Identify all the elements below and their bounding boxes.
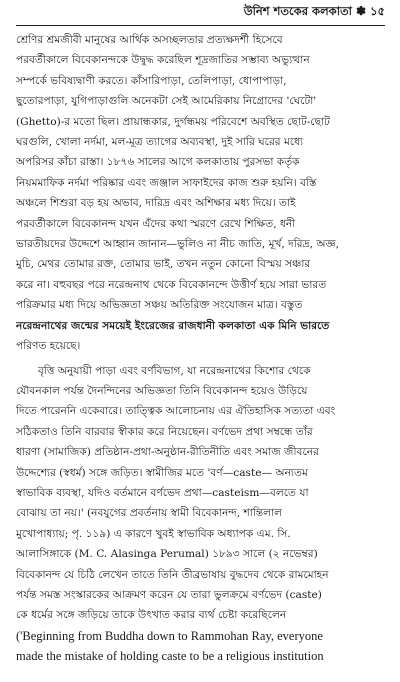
line: শ্রেণির শ্রমজীবী মানুষের আর্থিক অসচ্ছলতার প্রত্যক্ষদর্শী হিসেবে xyxy=(16,34,283,46)
line: ঘরগুলি, খোলা নর্দমা, মল-মূত্র ত্যাগের অব্যবস্থা, দুই সারি ঘরের মধ্যে xyxy=(16,136,304,149)
line: ধারণা (সামাজিক) প্রতিষ্ঠান-প্রথা-অনুষ্ঠান-রীতিনীতি এবং সমাজ জীবনের xyxy=(16,446,319,459)
line: অপরিসর কাঁচা রাস্তা। ১৮৭৬ সালের আগে কলকাতায় পুরসভা কর্তৃক xyxy=(16,156,300,169)
line: পরিণত হয়েছে। xyxy=(16,340,81,353)
line: বিবেকানন্দ যে চিঠি লেখেন তাতে তিনি তীব্রভাষায় বুদ্ধদেব থেকে রামমোহন xyxy=(16,568,329,581)
flower-ornament-icon: ✽ xyxy=(356,4,367,18)
line: ভারতীয়দের উদ্দেশে আহ্বান জানান—ভুলিও না নীচ জাতি, মূর্খ, দরিদ্র, অজ্ঞ, xyxy=(16,238,340,251)
line: যৌবনকাল পর্যন্ত দৈনন্দিনের অভিজ্ঞতা তিনি বিবেকানন্দ হয়েও উড়িয়ে xyxy=(16,384,308,397)
header-rule xyxy=(16,25,385,26)
line: (Ghetto)-র মতো ছিল। প্রায়ান্ধকার, দুর্গন্ধময় পরিবেশে অবস্থিত ছোট-ছোট xyxy=(16,115,330,128)
line: ('Beginning from Buddha down to Rammohan Ray, everyone xyxy=(16,628,323,643)
line: সঠিকতাও তিনি বারবার স্বীকার করে নিয়েছেন। বর্ণভেদ প্রথা সম্বন্ধে তাঁর xyxy=(16,425,313,438)
page-number: ১৫ xyxy=(370,4,385,18)
running-header xyxy=(16,0,385,25)
line: স্বাভাবিক ব্যবস্থা, যদিও বর্তমানে বর্ণভেদ প্রথা—casteism—বলতে যা xyxy=(16,486,309,499)
body-text xyxy=(16,30,385,667)
line: অঞ্চলে শিশুরা বড় হয় অভাব, দারিদ্র এবং অশিক্ষার মধ্য দিয়ে। তাই xyxy=(16,197,296,210)
line: আলাসিঙ্গাকে (M. C. Alasinga Perumal) ১৮৯৩ সালে (২ নভেম্বর) xyxy=(16,548,318,561)
line: সম্পর্কে ভবিষ্যদ্বাণী করতে। কাঁসারিপাড়া, তেলিপাড়া, ধোপাপাড়া, xyxy=(16,74,287,87)
line: made the mistake of holding caste to be a religious institution xyxy=(16,649,324,664)
line: দিতে পারেননি একেবারে। তাত্ত্বিক আলোচনায় এর ঐতিহাসিক সত্যতা এবং xyxy=(16,405,336,418)
line: নরেন্দ্রনাথের জন্মের সময়েই ইংরেজের রাজধানী কলকাতা এক মিনি ভারতে xyxy=(16,319,330,332)
line: পরবর্তীকালে বিবেকানন্দ যখন এঁদের কথা স্মরণে রেখে শিক্ষিত, ধনী xyxy=(16,217,296,230)
paragraph-1 xyxy=(16,30,385,357)
line: পর্যন্ত সমস্ত সংস্কারকের আক্রমণ করেন যে তারা ভুলক্রমে বর্ণভেদ (caste) xyxy=(16,588,322,601)
line: উদ্দেশ্যের (স্বধর্ম) সঙ্গে জড়িত। স্বামীজির মতে 'বর্ণ—caste— অন্যতম xyxy=(16,466,308,479)
line: কে ধর্মের সঙ্গে জড়িয়ে তাকে উৎখাত করার ব্যর্থ চেষ্টা করেছিলেন xyxy=(16,609,287,622)
line: মুখোপাধ্যায়; পৃ. ১১৯) এ কারণে খুবই স্বাভাবিক অধ্যাপক এম. সি. xyxy=(16,527,291,540)
line: করে না। বহুবছর পরে নরেন্দ্রনাথ থেকে বিবেকানন্দে উত্তীর্ণ হয়ে সারা ভারত xyxy=(16,278,327,291)
line: নিয়মমাফিক নর্দমা পরিষ্কার এবং জঞ্জাল সাফাইদের কাজ শুরু হয়নি। বস্তি xyxy=(16,176,317,189)
line: বৃত্তি অনুযায়ী পাড়া এবং বর্ণবিভাগ, যা নরেন্দ্রনাথের কিশোর থেকে xyxy=(38,364,311,377)
paragraph-2 xyxy=(16,361,385,667)
line: বোঝায় তা নয়।' (নবযুগের প্রবর্তনায় স্বামী বিবেকানন্দ, শান্তিলাল xyxy=(16,507,283,520)
line: ছুতোরপাড়া, যুগিপাড়াগুলি অনেকটা সেই আমেরিকায় নিগ্রোদের 'ঘেটো' xyxy=(16,95,317,108)
line: পরিক্রমার মধ্য দিয়ে অভিজ্ঞতা সঞ্চয় অতিরিক্ত সংযোজন মাত্র। বস্তুত xyxy=(16,299,303,312)
line: পরবর্তীকালে বিবেকানন্দকে উদ্বুদ্ধ করেছিল শূদ্রজাতির সম্ভাব্য অভ্যুত্থান xyxy=(16,54,310,67)
header-title: উনিশ শতকের কলকাতা xyxy=(243,4,352,18)
line: মুচি, মেথর তোমার রক্ত, তোমার ভাই, তখন নতুন কোনো বিস্ময় সঞ্চার xyxy=(16,258,311,271)
